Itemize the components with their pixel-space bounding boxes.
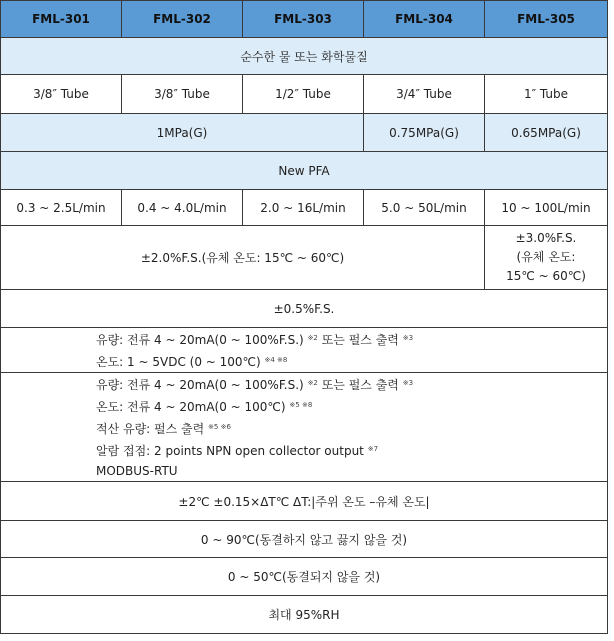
model-header: FML-304 xyxy=(364,1,485,38)
output-line: 온도: 1 ~ 5VDC (0 ~ 100℃) $^{※4 ※8}$ xyxy=(96,355,288,369)
fluid-temp-cell: 0 ~ 90℃(동결하지 않고 끓지 않을 것) xyxy=(1,521,608,558)
accuracy-line: (유체 온도: xyxy=(516,250,576,264)
accuracy-line: 15℃ ~ 60℃) xyxy=(506,269,586,283)
accuracy-cell: ±2.0%F.S.(유체 온도: 15℃ ~ 60℃) xyxy=(1,226,485,290)
model-header: FML-301 xyxy=(1,1,122,38)
fluid-row xyxy=(1,38,608,75)
connection-row xyxy=(1,75,608,114)
fluid-cell: 순수한 물 또는 화학물질 xyxy=(1,38,608,75)
fluid-temp-row xyxy=(1,521,608,558)
connection-cell: 3/8″ Tube xyxy=(122,75,243,114)
model-header: FML-302 xyxy=(122,1,243,38)
connection-cell: 1″ Tube xyxy=(485,75,608,114)
material-cell: New PFA xyxy=(1,152,608,190)
connection-cell: 3/4″ Tube xyxy=(364,75,485,114)
analog-output-cell xyxy=(1,328,608,373)
humidity-row xyxy=(1,596,608,634)
repeatability-cell: ±0.5%F.S. xyxy=(1,290,608,328)
accuracy-line: ±3.0%F.S. xyxy=(515,231,577,245)
model-header: FML-303 xyxy=(243,1,364,38)
flow-range-row xyxy=(1,190,608,226)
ambient-temp-cell: 0 ~ 50℃(동결되지 않을 것) xyxy=(1,558,608,596)
output-line: 온도: 전류 4 ~ 20mA(0 ~ 100℃) $^{※5 ※8}$ xyxy=(96,400,313,414)
flow-range-cell: 10 ~ 100L/min xyxy=(485,190,608,226)
flow-range-cell: 0.4 ~ 4.0L/min xyxy=(122,190,243,226)
pressure-cell: 0.65MPa(G) xyxy=(485,114,608,152)
analog-output-row xyxy=(1,328,608,373)
pressure-cell: 0.75MPa(G) xyxy=(364,114,485,152)
output-line: 유량: 전류 4 ~ 20mA(0 ~ 100%F.S.) $^{※2}$ 또는 펄스 출력 $^{※3}$ xyxy=(96,378,414,392)
digital-output-row xyxy=(1,373,608,482)
humidity-cell: 최대 95%RH xyxy=(1,596,608,634)
accuracy-row xyxy=(1,226,608,290)
flow-range-cell: 2.0 ~ 16L/min xyxy=(243,190,364,226)
accuracy-cell-fml305 xyxy=(485,226,608,290)
connection-cell: 3/8″ Tube xyxy=(1,75,122,114)
model-header: FML-305 xyxy=(485,1,608,38)
digital-output-cell xyxy=(1,373,608,482)
connection-cell: 1/2″ Tube xyxy=(243,75,364,114)
pressure-row xyxy=(1,114,608,152)
temp-characteristic-row xyxy=(1,482,608,521)
output-line: MODBUS-RTU xyxy=(96,464,178,478)
material-row xyxy=(1,152,608,190)
flow-range-cell: 0.3 ~ 2.5L/min xyxy=(1,190,122,226)
flow-range-cell: 5.0 ~ 50L/min xyxy=(364,190,485,226)
output-line: 유량: 전류 4 ~ 20mA(0 ~ 100%F.S.) $^{※2}$ 또는 펄스 출력 $^{※3}$ xyxy=(96,333,414,347)
output-line: 적산 유량: 펄스 출력 $^{※5 ※6}$ xyxy=(96,422,231,436)
header-row xyxy=(1,1,608,38)
pressure-cell: 1MPa(G) xyxy=(1,114,364,152)
temp-characteristic-cell: ±2℃ ±0.15×ΔT℃ ΔT:|주위 온도 –유체 온도| xyxy=(1,482,608,521)
ambient-temp-row xyxy=(1,558,608,596)
output-line: 알람 접점: 2 points NPN open collector output $^{※7}$ xyxy=(96,444,379,458)
repeatability-row xyxy=(1,290,608,328)
